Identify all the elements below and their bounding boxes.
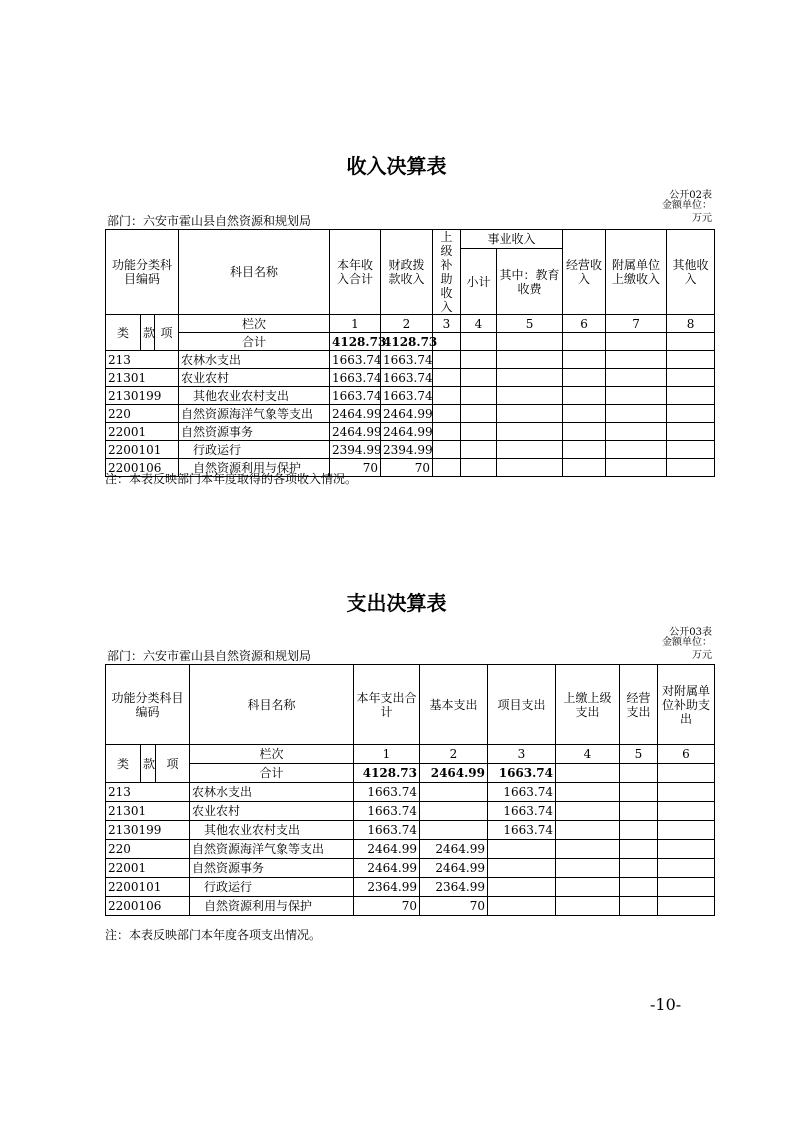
hdr-edu: 其中：教育收费: [497, 249, 563, 315]
col-num: 1: [354, 745, 420, 764]
table-row: 213 农林水支出 1663.74 1663.74: [106, 351, 715, 369]
sum-total: 4128.73: [330, 333, 381, 351]
hdr-upper: 上缴上级支出: [556, 665, 620, 745]
expense-note: 注：本表反映部门本年度各项支出情况。: [105, 928, 322, 942]
col-num: 8: [667, 315, 715, 333]
col-label: 栏次: [179, 315, 330, 333]
hdr-career: 事业收入: [461, 230, 563, 249]
table-row: 213 农林水支出 1663.74 1663.74: [106, 783, 715, 802]
hdr-fiscal: 财政拨款收入: [381, 230, 433, 315]
table-row: 220 自然资源海洋气象等支出 2464.99 2464.99: [106, 405, 715, 423]
col-num: 4: [461, 315, 497, 333]
col-num: 6: [563, 315, 606, 333]
table-row: 22001 自然资源事务 2464.99 2464.99: [106, 423, 715, 441]
hdr-other: 其他收入: [667, 230, 715, 315]
sum-fiscal: 4128.73: [381, 333, 433, 351]
hdr-lei: 类: [106, 745, 141, 783]
hdr-total: 本年收入合计: [330, 230, 381, 315]
sum-label: 合计: [190, 764, 354, 783]
hdr-subtotal: 小计: [461, 249, 497, 315]
col-num: 7: [606, 315, 667, 333]
col-label: 栏次: [190, 745, 354, 764]
col-num: 3: [488, 745, 556, 764]
hdr-total: 本年支出合计: [354, 665, 420, 745]
col-num: 6: [658, 745, 715, 764]
sum-project: 1663.74: [488, 764, 556, 783]
hdr-func-code: 功能分类科目编码: [106, 665, 190, 745]
table-row: 2130199 其他农业农村支出 1663.74 1663.74: [106, 821, 715, 840]
table-row: 22001 自然资源事务 2464.99 2464.99: [106, 859, 715, 878]
table-row: 220 自然资源海洋气象等支出 2464.99 2464.99: [106, 840, 715, 859]
sum-total: 4128.73: [354, 764, 420, 783]
hdr-affiliated: 附属单位上缴收入: [606, 230, 667, 315]
hdr-kuan: 款: [141, 315, 155, 351]
income-dept: 部门：六安市霍山县自然资源和规划局: [107, 214, 312, 228]
col-num: 2: [381, 315, 433, 333]
col-num: 5: [620, 745, 658, 764]
col-num: 3: [433, 315, 461, 333]
table-row: 2130199 其他农业农村支出 1663.74 1663.74: [106, 387, 715, 405]
expense-unit: 金额单位：万元: [662, 637, 712, 661]
table-row: 2200101 行政运行 2394.99 2394.99: [106, 441, 715, 459]
income-form-code: 公开02表: [669, 190, 712, 201]
income-unit: 金额单位：万元: [662, 200, 712, 224]
hdr-kuan: 款: [141, 745, 156, 783]
sum-label: 合计: [179, 333, 330, 351]
table-row: 2200106 自然资源利用与保护 70 70: [106, 459, 715, 477]
hdr-xiang: 项: [156, 745, 190, 783]
sum-basic: 2464.99: [420, 764, 488, 783]
income-note: 注：本表反映部门本年度取得的各项收入情况。: [105, 472, 358, 486]
col-num: 2: [420, 745, 488, 764]
hdr-operating: 经营支出: [620, 665, 658, 745]
table-row: 2200106 自然资源利用与保护 70 70: [106, 897, 715, 916]
hdr-subject: 科目名称: [179, 230, 330, 315]
col-num: 1: [330, 315, 381, 333]
expense-title: 支出决算表: [346, 591, 447, 615]
table-row: 21301 农业农村 1663.74 1663.74: [106, 802, 715, 821]
table-row: 2200101 行政运行 2364.99 2364.99: [106, 878, 715, 897]
hdr-operating: 经营收入: [563, 230, 606, 315]
expense-form-code: 公开03表: [669, 627, 712, 638]
income-title: 收入决算表: [346, 154, 447, 178]
hdr-subsidy: 上级补助收入: [433, 230, 461, 315]
hdr-subject: 科目名称: [190, 665, 354, 745]
hdr-project: 项目支出: [488, 665, 556, 745]
hdr-affiliated: 对附属单位补助支出: [658, 665, 715, 745]
expense-table: [105, 664, 715, 916]
hdr-func-code: 功能分类科目编码: [106, 230, 179, 315]
page-number: -10-: [650, 995, 682, 1014]
table-row: 21301 农业农村 1663.74 1663.74: [106, 369, 715, 387]
expense-dept: 部门：六安市霍山县自然资源和规划局: [107, 649, 312, 663]
hdr-xiang: 项: [155, 315, 179, 351]
income-table: [105, 229, 715, 477]
hdr-basic: 基本支出: [420, 665, 488, 745]
hdr-lei: 类: [106, 315, 141, 351]
col-num: 4: [556, 745, 620, 764]
col-num: 5: [497, 315, 563, 333]
